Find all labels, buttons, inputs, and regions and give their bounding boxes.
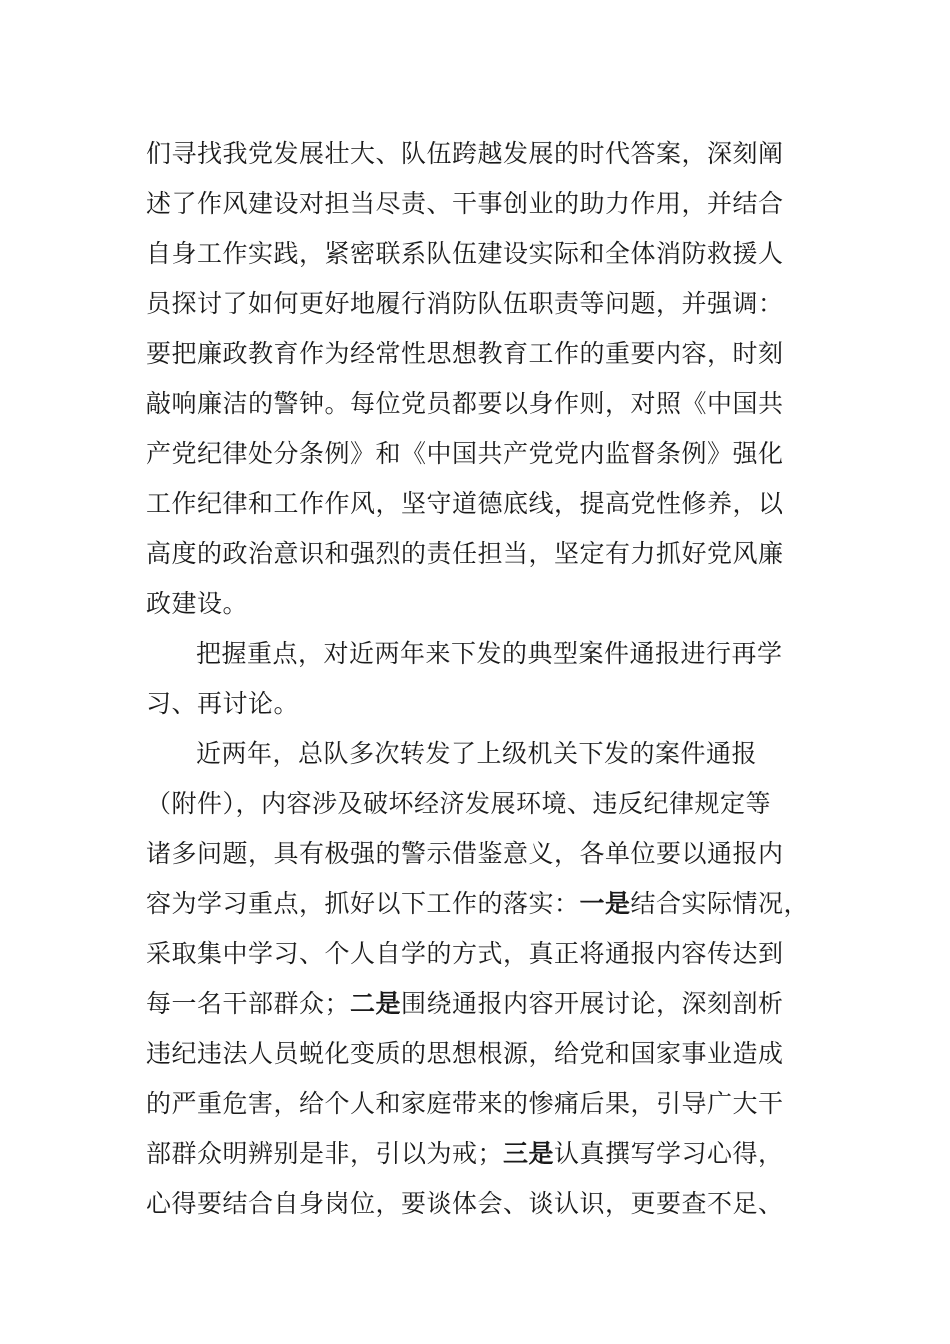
text-line: 心得要结合自身岗位，要谈体会、谈认识，更要查不足、 — [146, 1189, 784, 1218]
text-line: 高度的政治意识和强烈的责任担当，坚定有力抓好党风廉 — [146, 539, 784, 568]
text-span: 部群众明辨别是非，引以为戒； — [146, 1139, 504, 1168]
paragraph-start: 近两年，总队多次转发了上级机关下发的案件通报 — [196, 739, 758, 768]
text-line — [146, 884, 810, 924]
text-line — [146, 984, 806, 1024]
paragraph-heading: 把握重点，对近两年来下发的典型案件通报进行再学 — [196, 639, 783, 668]
text-span: 围绕通报内容开展讨论，深刻剖析 — [401, 989, 784, 1018]
text-line: 述了作风建设对担当尽责、干事创业的助力作用，并结合 — [146, 189, 784, 218]
text-line: 敲响廉洁的警钟。每位党员都要以身作则，对照《中国共 — [146, 389, 784, 418]
text-line: 诸多问题，具有极强的警示借鉴意义，各单位要以通报内 — [146, 839, 784, 868]
text-span: 每一名干部群众； — [146, 989, 351, 1018]
emphasis-second: 二是 — [350, 989, 402, 1018]
emphasis-third: 三是 — [503, 1139, 555, 1168]
text-span: 认真撰写学习心得， — [554, 1139, 784, 1168]
text-line: 的严重危害，给个人和家庭带来的惨痛后果，引导广大干 — [146, 1089, 784, 1118]
text-span: 结合实际情况， — [630, 889, 810, 918]
text-line: 习、再讨论。 — [146, 689, 300, 718]
text-line: 违纪违法人员蜕化变质的思想根源，给党和国家事业造成 — [146, 1039, 784, 1068]
text-line: 政建设。 — [146, 589, 249, 618]
text-line: 们寻找我党发展壮大、队伍跨越发展的时代答案，深刻阐 — [146, 139, 784, 168]
text-line: 采取集中学习、个人自学的方式，真正将通报内容传达到 — [146, 939, 784, 968]
text-line — [146, 1134, 806, 1174]
emphasis-first: 一是 — [579, 889, 631, 918]
text-line: 自身工作实践，紧密联系队伍建设实际和全体消防救援人 — [146, 239, 784, 268]
text-line: 要把廉政教育作为经常性思想教育工作的重要内容，时刻 — [146, 339, 784, 368]
text-line: 工作纪律和工作作风，坚守道德底线，提高党性修养，以 — [146, 489, 784, 518]
text-line: 员探讨了如何更好地履行消防队伍职责等问题，并强调： — [146, 289, 784, 318]
text-line: 产党纪律处分条例》和《中国共产党党内监督条例》强化 — [146, 439, 784, 468]
text-line: （附件），内容涉及破坏经济发展环境、违反纪律规定等 — [146, 789, 772, 818]
text-span: 容为学习重点，抓好以下工作的落实： — [146, 889, 580, 918]
